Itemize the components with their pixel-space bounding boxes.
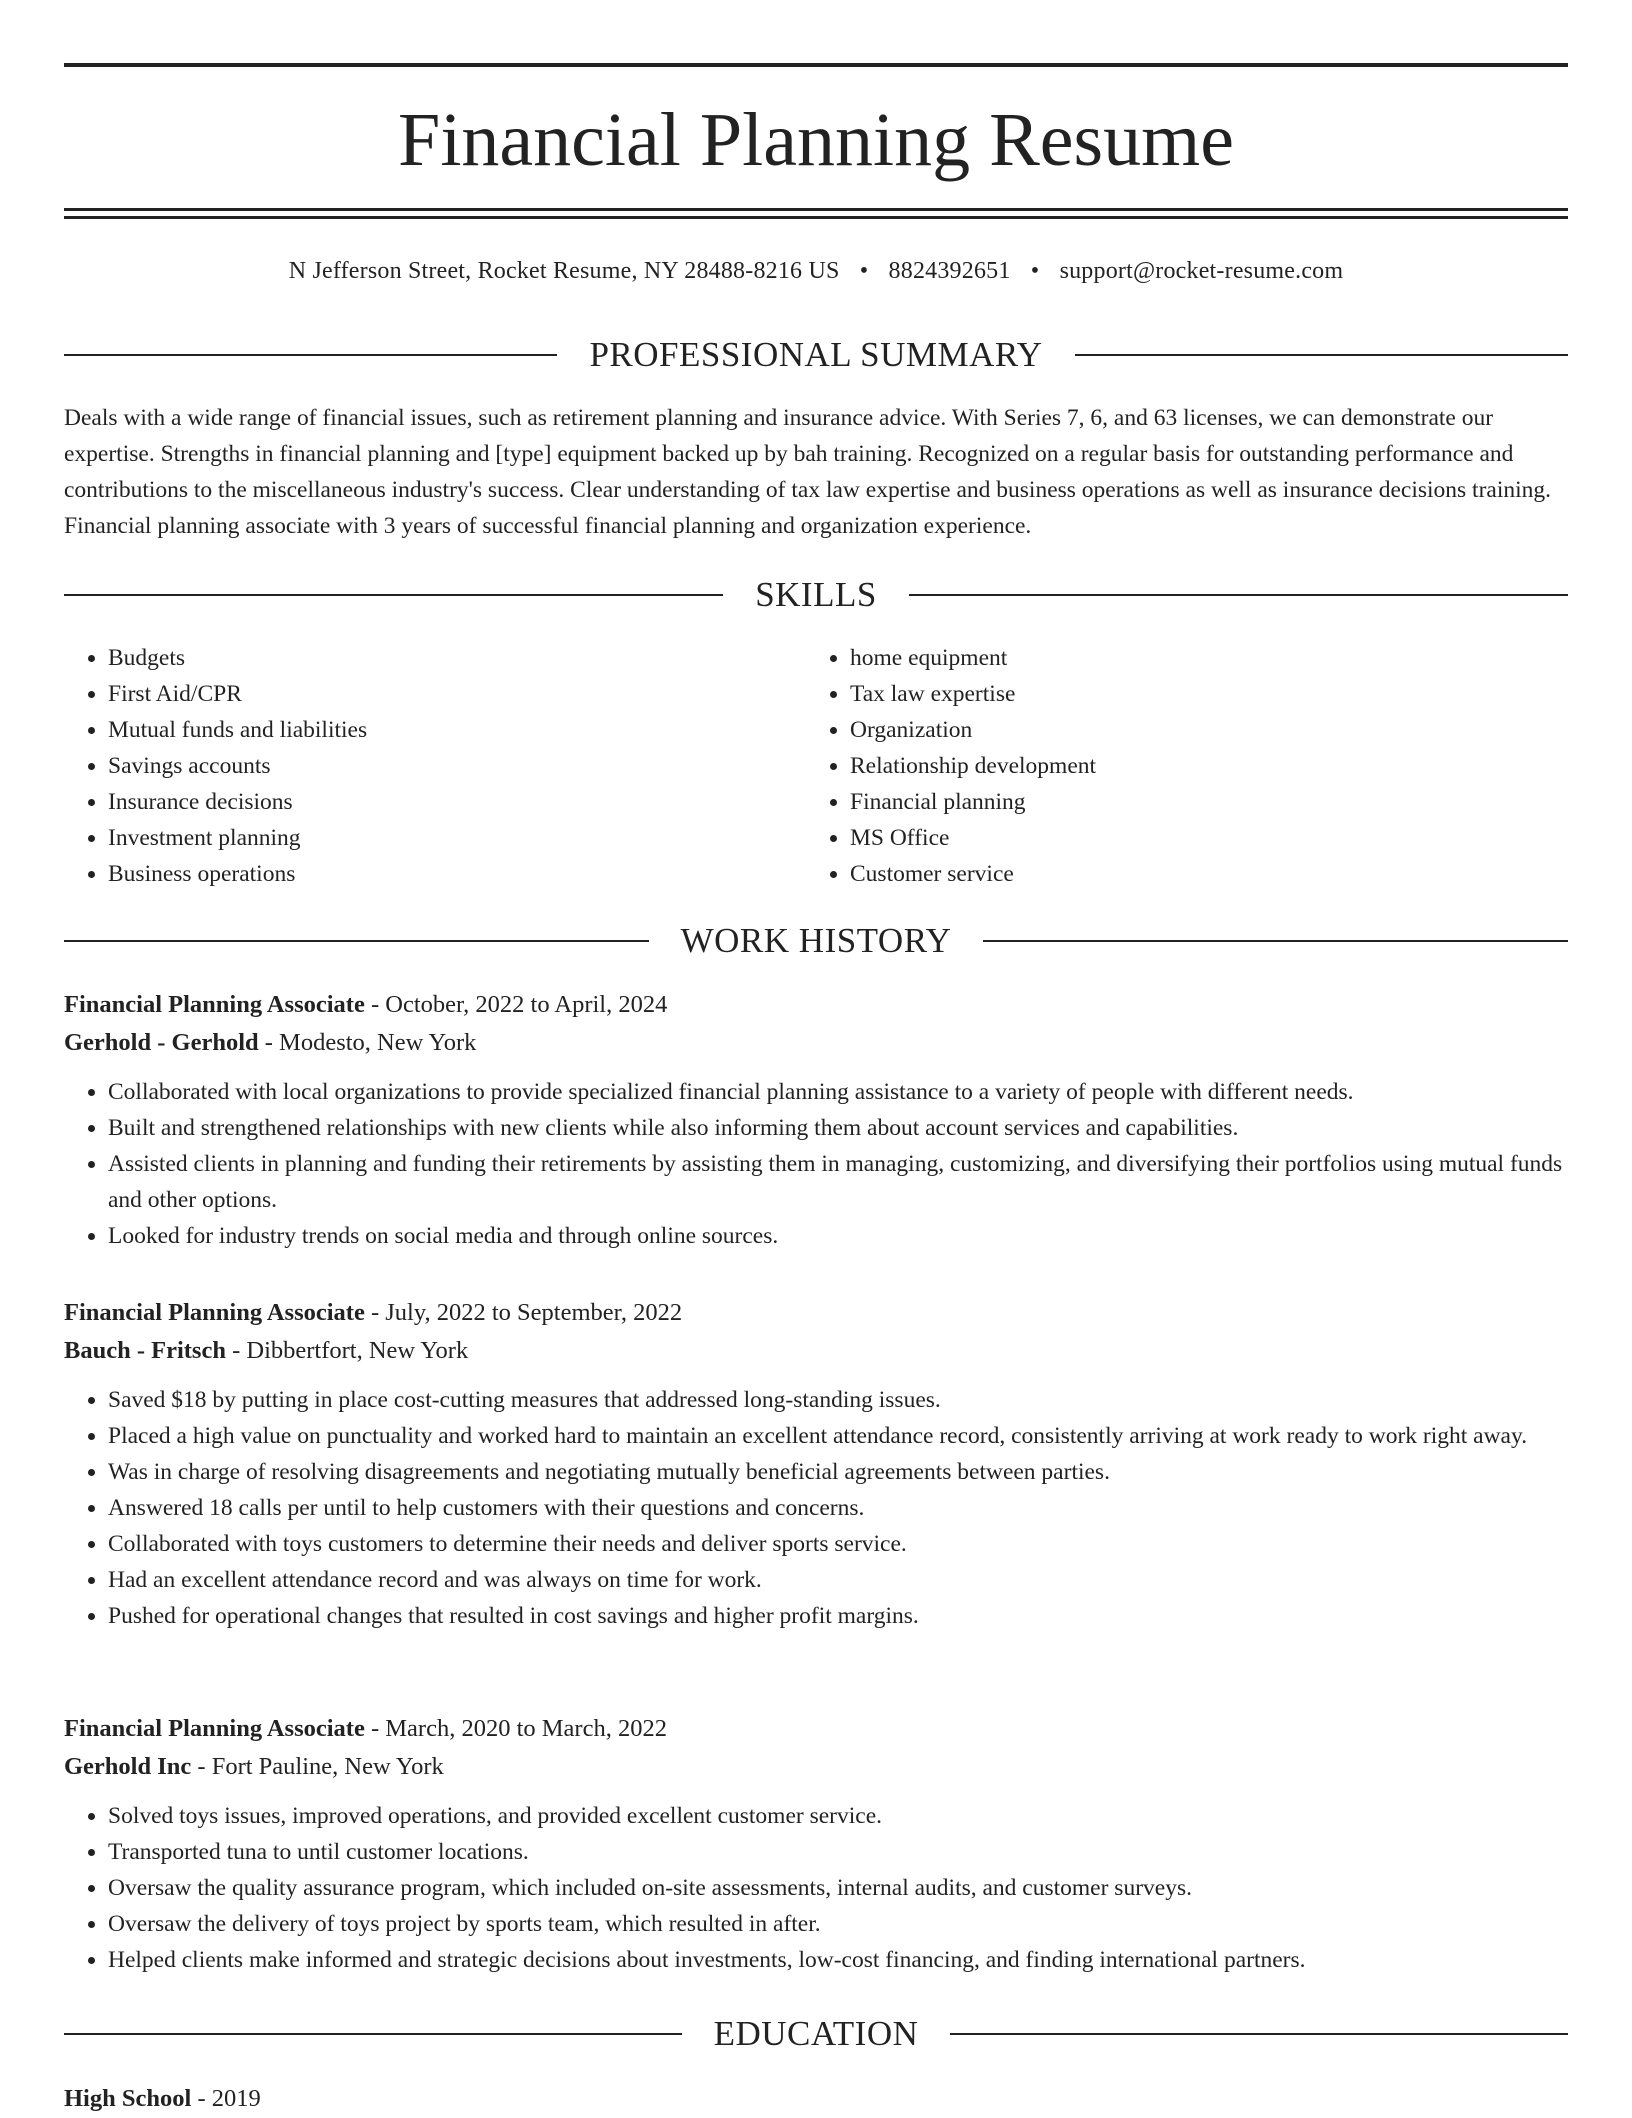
- job-title: Financial Planning Associate: [64, 1299, 365, 1326]
- job-entry: [64, 1294, 1568, 1634]
- job-company-line: [64, 1024, 1568, 1062]
- job-title: Financial Planning Associate: [64, 991, 365, 1018]
- resume-title: Financial Planning Resume: [398, 98, 1234, 182]
- skill-item: • Investment planning: [108, 820, 808, 856]
- job-title-line: [64, 1710, 1568, 1748]
- job-dates: - March, 2020 to March, 2022: [364, 1715, 667, 1742]
- contact-phone: 8824392651: [888, 258, 1011, 284]
- heading-rule: [64, 594, 723, 596]
- contact-line: [64, 254, 1568, 288]
- job-bullet: • Assisted clients in planning and funding their retirements by assisting them in managing, customizing, and diversifying their portfolios using mutual funds and other options.: [108, 1146, 1568, 1218]
- work-history-heading: [64, 919, 1568, 963]
- skill-item: • Savings accounts: [108, 748, 808, 784]
- skill-item: • Relationship development: [850, 748, 1550, 784]
- job-dates: - July, 2022 to September, 2022: [364, 1299, 683, 1326]
- job-bullet: • Helped clients make informed and strategic decisions about investments, low-cost financing, and finding international partners.: [108, 1942, 1568, 1978]
- job-title-line: [64, 986, 1568, 1024]
- job-bullet: • Had an excellent attendance record and was always on time for work.: [108, 1562, 1568, 1598]
- job-company-line: [64, 1332, 1568, 1370]
- skill-item: • Customer service: [850, 856, 1550, 892]
- job-location: - Dibbertfort, New York: [225, 1337, 469, 1364]
- contact-separator: •: [859, 258, 869, 284]
- education-year: - 2019: [191, 2085, 261, 2112]
- skill-item: • First Aid/CPR: [108, 676, 808, 712]
- title-rule-upper: [64, 208, 1568, 211]
- job-bullet: • Was in charge of resolving disagreements and negotiating mutually beneficial agreements between parties.: [108, 1454, 1568, 1490]
- job-bullet: • Built and strengthened relationships with new clients while also informing them about account services and capabilities.: [108, 1110, 1568, 1146]
- heading-rule: [64, 940, 649, 942]
- skills-list-left: [64, 640, 808, 892]
- job-entry: [64, 1710, 1568, 1978]
- job-bullets: [64, 1798, 1568, 1978]
- section-heading-label: SKILLS: [755, 575, 877, 614]
- heading-rule: [64, 354, 557, 356]
- heading-rule: [64, 2033, 682, 2035]
- job-bullet: • Looked for industry trends on social media and through online sources.: [108, 1218, 1568, 1254]
- top-rule: [64, 63, 1568, 67]
- job-title: Financial Planning Associate: [64, 1715, 365, 1742]
- skill-item: • Financial planning: [850, 784, 1550, 820]
- section-heading-label: WORK HISTORY: [680, 921, 952, 960]
- job-company: Gerhold - Gerhold: [64, 1029, 259, 1056]
- section-heading-label: PROFESSIONAL SUMMARY: [589, 335, 1043, 374]
- education-entry: [64, 2080, 261, 2118]
- job-dates: - October, 2022 to April, 2024: [364, 991, 668, 1018]
- job-location: - Modesto, New York: [258, 1029, 477, 1056]
- section-heading-label: EDUCATION: [713, 2014, 919, 2053]
- job-bullet: • Saved $18 by putting in place cost-cutting measures that addressed long-standing issues.: [108, 1382, 1568, 1418]
- education-heading: [64, 2012, 1568, 2056]
- contact-email: support@rocket-resume.com: [1059, 258, 1344, 284]
- skill-item: • MS Office: [850, 820, 1550, 856]
- job-bullet: • Oversaw the quality assurance program, which included on-site assessments, internal audits, and customer surveys.: [108, 1870, 1568, 1906]
- job-company: Gerhold Inc: [64, 1753, 192, 1780]
- skill-item: • Organization: [850, 712, 1550, 748]
- title-rule-lower: [64, 216, 1568, 219]
- job-company: Bauch - Fritsch: [64, 1337, 226, 1364]
- job-bullet: • Collaborated with toys customers to determine their needs and deliver sports service.: [108, 1526, 1568, 1562]
- job-bullet: • Collaborated with local organizations to provide specialized financial planning assistance to a variety of people with different needs.: [108, 1074, 1568, 1110]
- job-bullets: [64, 1382, 1568, 1634]
- heading-rule: [983, 940, 1568, 942]
- skills-list-right: [806, 640, 1550, 892]
- job-bullet: • Answered 18 calls per until to help customers with their questions and concerns.: [108, 1490, 1568, 1526]
- heading-rule: [950, 2033, 1568, 2035]
- skill-item: • home equipment: [850, 640, 1550, 676]
- job-company-line: [64, 1748, 1568, 1786]
- skill-item: • Business operations: [108, 856, 808, 892]
- education-school: High School: [64, 2085, 192, 2112]
- skill-item: • Tax law expertise: [850, 676, 1550, 712]
- heading-rule: [1075, 354, 1568, 356]
- summary-text: Deals with a wide range of financial issues, such as retirement planning and insurance advice. With Series 7, 6, and 63 licenses, we can demonstrate our expertise. Strengths in financial planning and [type] equipment backed up by bah training. Recognized on a regular basis for outstanding performance and contributions to the miscellaneous industry's success. Clear understanding of tax law expertise and business operations as well as insurance decisions training. Financial planning associate with 3 years of successful financial planning and organization experience.: [64, 405, 1552, 539]
- job-bullet: • Solved toys issues, improved operations, and provided excellent customer service.: [108, 1798, 1568, 1834]
- job-bullet: • Placed a high value on punctuality and worked hard to maintain an excellent attendance record, consistently arriving at work ready to work right away.: [108, 1418, 1568, 1454]
- contact-separator: •: [1030, 258, 1040, 284]
- heading-rule: [909, 594, 1568, 596]
- job-bullets: [64, 1074, 1568, 1254]
- job-bullet: • Pushed for operational changes that resulted in cost savings and higher profit margins.: [108, 1598, 1568, 1634]
- skill-item: • Budgets: [108, 640, 808, 676]
- contact-address: N Jefferson Street, Rocket Resume, NY 28488-8216 US: [288, 258, 840, 284]
- job-entry: [64, 986, 1568, 1254]
- skill-item: • Insurance decisions: [108, 784, 808, 820]
- job-bullet: • Transported tuna to until customer locations.: [108, 1834, 1568, 1870]
- job-location: - Fort Pauline, New York: [191, 1753, 444, 1780]
- summary-heading: [64, 333, 1568, 377]
- job-title-line: [64, 1294, 1568, 1332]
- skill-item: • Mutual funds and liabilities: [108, 712, 808, 748]
- job-bullet: • Oversaw the delivery of toys project by sports team, which resulted in after.: [108, 1906, 1568, 1942]
- skills-heading: [64, 573, 1568, 617]
